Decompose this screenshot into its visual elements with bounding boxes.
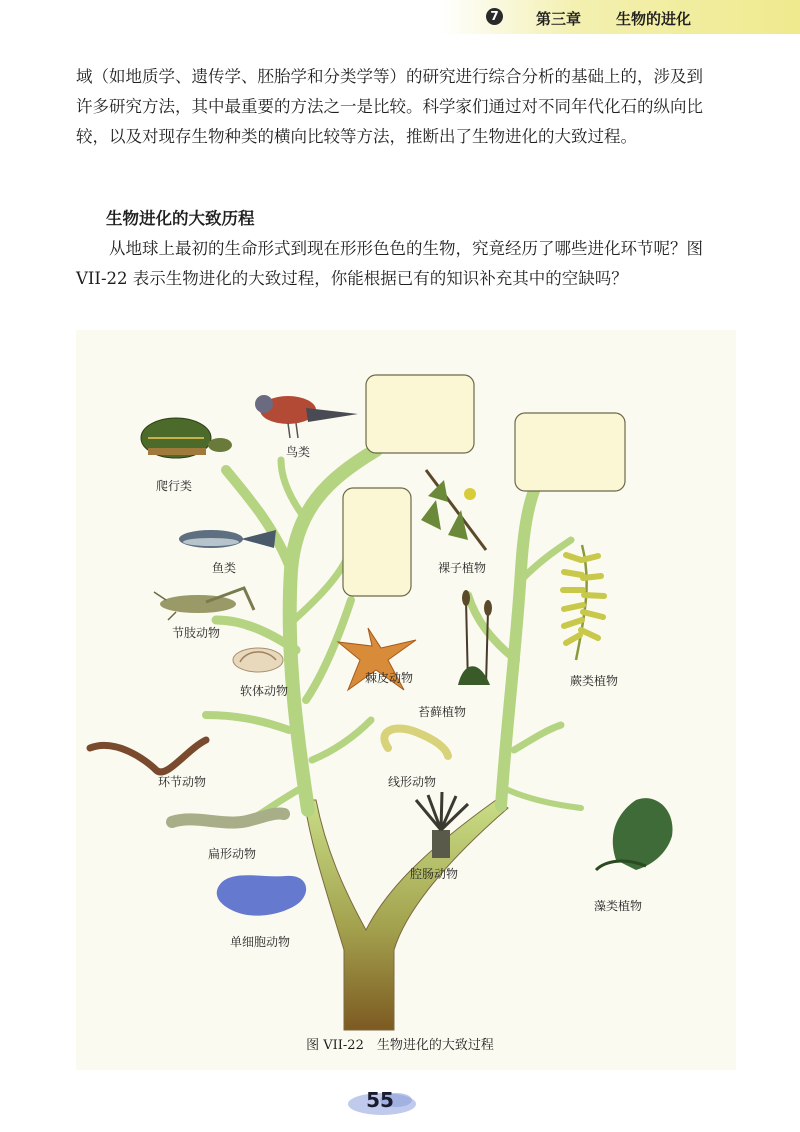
label-bryophytes: 苔藓植物 (418, 705, 467, 719)
chapter-header (0, 0, 800, 34)
label-coelenterates: 腔肠动物 (410, 867, 459, 881)
label-birds: 鸟类 (286, 445, 311, 459)
label-protozoa: 单细胞动物 (230, 935, 291, 949)
label-algae: 藻类植物 (594, 899, 643, 913)
tree-trunk (304, 800, 508, 1030)
label-echinoderms: 棘皮动物 (365, 671, 414, 685)
algae-illustration (596, 798, 673, 870)
gymnosperm-illustration (421, 470, 486, 550)
fish-illustration (179, 530, 276, 548)
page-number: 55 (366, 1088, 394, 1112)
chapter-label: 第三章 (536, 10, 582, 28)
label-nematodes: 线形动物 (388, 775, 437, 789)
label-annelids: 环节动物 (158, 775, 207, 789)
paragraph-question: 从地球上最初的生命形式到现在形形色色的生物，究竟经历了哪些进化环节呢？图 VII-22 表示生物进化的大致过程，你能根据已有的知识补充其中的空缺吗？ (76, 239, 703, 288)
label-ferns: 蕨类植物 (570, 674, 619, 688)
nematode-illustration (384, 729, 448, 756)
figure-caption: 图 VII-22 生物进化的大致过程 (306, 1038, 494, 1053)
label-mollusks: 软体动物 (240, 684, 289, 698)
evolution-tree-figure (76, 330, 736, 1070)
snail-illustration (233, 648, 283, 672)
chapter-title: 生物的进化 (616, 10, 692, 28)
label-reptiles: 爬行类 (156, 479, 193, 493)
fern-illustration (563, 545, 604, 660)
chapter-number-badge: 7 (486, 8, 503, 25)
flatworm-illustration (172, 813, 284, 822)
blank-box-middle[interactable] (343, 488, 411, 596)
turtle-illustration (141, 418, 232, 458)
evolution-tree-svg (76, 330, 736, 1070)
amoeba-illustration (217, 875, 306, 915)
grasshopper-illustration (154, 588, 254, 620)
label-fish: 鱼类 (212, 561, 237, 575)
blank-box-right[interactable] (515, 413, 625, 491)
section-heading: 生物进化的大致历程 (106, 209, 255, 228)
blank-box-top[interactable] (366, 375, 474, 453)
label-gymnosperms: 裸子植物 (438, 561, 487, 575)
worm-illustration (90, 740, 206, 772)
label-flatworms: 扁形动物 (208, 847, 257, 861)
label-arthropods: 节肢动物 (172, 626, 221, 640)
paragraph-intro: 域（如地质学、遗传学、胚胎学和分类学等）的研究进行综合分析的基础上的，涉及到许多研究方法，其中最重要的方法之一是比较。科学家们通过对不同年代化石的纵向比较，以及对现存生物种类的横向比较等方法，推断出了生物进化的大致过程。 (76, 67, 703, 146)
page-number-badge (330, 1082, 430, 1122)
bird-illustration (255, 395, 358, 438)
